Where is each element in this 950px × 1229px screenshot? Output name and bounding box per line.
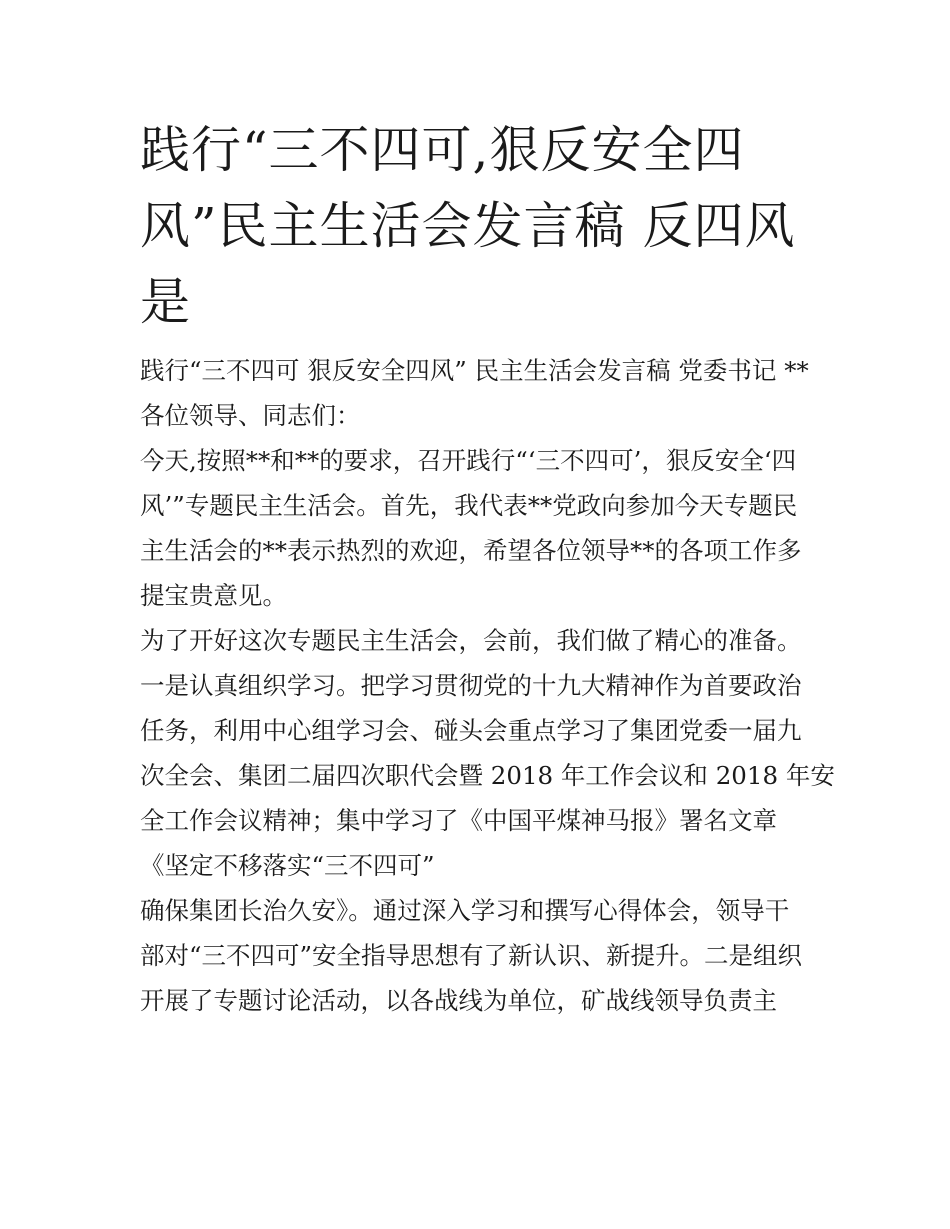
body-line: 各位领导、同志们： (140, 401, 361, 430)
body-line: 提宝贵意见。 (140, 581, 287, 610)
document-title (140, 112, 800, 340)
document-page (140, 112, 835, 1023)
body-line: 践行“三不四可 狠反安全四风” 民主生活会发言稿 党委书记 ** (140, 356, 809, 385)
body-line: 《坚定不移落实“三不四可” (140, 851, 435, 880)
title-line: 风”民主生活会发言稿 反四风 (140, 197, 796, 255)
body-line: 风’”专题民主生活会。首先，我代表**党政向参加今天专题民 (140, 491, 798, 520)
body-line: 主生活会的**表示热烈的欢迎，希望各位领导**的各项工作多 (140, 536, 802, 565)
body-line: 今天,按照**和**的要求，召开践行“‘三不四可’，狠反安全‘四 (140, 446, 797, 475)
body-line: 全工作会议精神；集中学习了《中国平煤神马报》署名文章 (140, 806, 777, 835)
body-line: 一是认真组织学习。把学习贯彻党的十九大精神作为首要政治 (140, 671, 802, 700)
body-line: 开展了专题讨论活动，以各战线为单位，矿战线领导负责主 (140, 986, 777, 1015)
body-line: 次全会、集团二届四次职代会暨 2018 年工作会议和 2018 年安 (140, 761, 835, 790)
body-line: 为了开好这次专题民主生活会，会前，我们做了精心的准备。 (140, 626, 802, 655)
document-body (140, 348, 835, 1023)
title-line: 是 (140, 273, 191, 331)
body-line: 任务，利用中心组学习会、碰头会重点学习了集团党委一届九 (140, 716, 802, 745)
title-line: 践行“三不四可,狠反安全四 (140, 121, 745, 179)
body-line: 确保集团长治久安》。通过深入学习和撰写心得体会，领导干 (140, 896, 790, 925)
body-line: 部对“三不四可”安全指导思想有了新认识、新提升。二是组织 (140, 941, 803, 970)
